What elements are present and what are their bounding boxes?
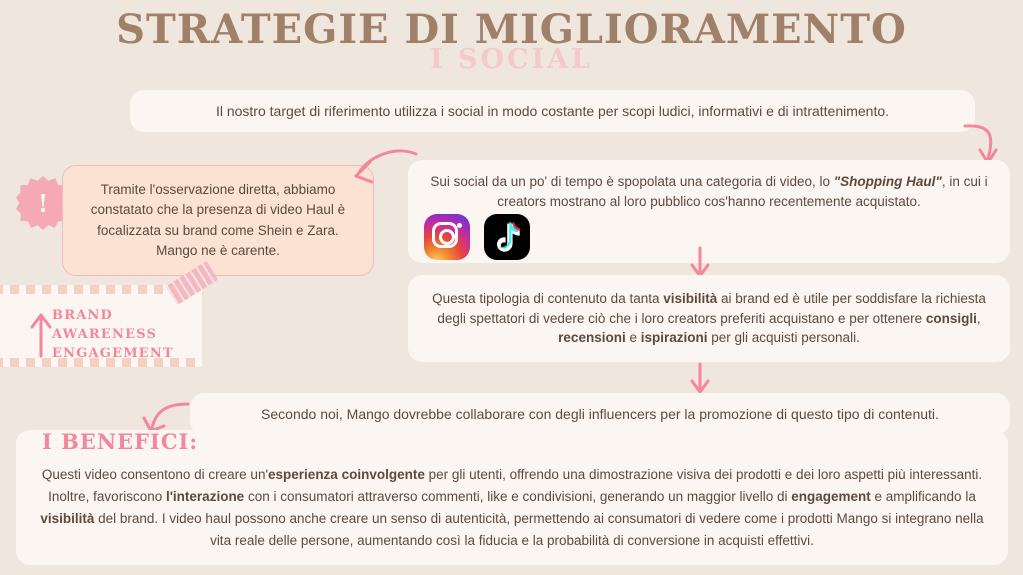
visibility-text-4: e (625, 330, 641, 346)
proposal-text: Secondo noi, Mango dovrebbe collaborare con degli influencers per la promozione di questo tipo di contenuti. (261, 406, 939, 422)
benefits-text-3: con i consumatori attraverso commenti, like e condivisioni, generando un maggior livello di (244, 488, 792, 504)
intro-card (130, 90, 975, 132)
social-icons-row (424, 214, 530, 260)
instagram-lens (439, 229, 455, 245)
visibility-text-2: ai brand ed è utile per soddisfare la richiesta degli spettatori di vedere ciò che i loro creators preferiti acquistano e per ottenere (437, 291, 986, 326)
instagram-dot (457, 223, 462, 228)
brand-awareness-line2: ENGAGEMENT (52, 345, 174, 361)
benefits-text-1: Questi video consentono di creare un' (41, 467, 269, 482)
arrow-down-icon-2 (686, 362, 716, 396)
haul-highlight: "Shopping Haul" (833, 174, 942, 189)
visibility-bold-4: ispirazioni (640, 330, 708, 346)
visibility-text-1: Questa tipologia di contenuto da tanta (432, 291, 664, 306)
tiktok-icon[interactable] (484, 214, 530, 260)
intro-text: Il nostro target di riferimento utilizza i social in modo costante per scopi ludici, informativi e di intrattenimento. (215, 103, 890, 119)
arrow-up-icon (28, 310, 54, 358)
benefits-title: I BENEFICI: (42, 429, 199, 454)
visibility-bold-2: consigli (925, 310, 977, 326)
observation-card (62, 165, 374, 276)
exclamation-icon: ! (37, 188, 49, 218)
benefits-text-4: e amplificando la (870, 488, 976, 504)
visibility-bold-3: recensioni (558, 330, 626, 346)
visibility-bold-1: visibilità (663, 291, 718, 306)
benefits-text-2: per gli utenti, offrendo una dimostrazione visiva dei prodotti e dei loro aspetti più interessanti. Inoltre, favoriscono (48, 467, 983, 504)
proposal-card (190, 393, 1010, 435)
brand-awareness-line1: BRAND AWARENESS (52, 308, 158, 342)
visibility-card (408, 275, 1010, 362)
benefits-text-5: del brand. I video haul possono anche creare un senso di autenticità, permettendo ai consumatori di vedere come i prodotti Mango si integrano nella vita reale delle persone, aumentando così la fiducia e la probabilità di conversione in acquisti effettivi. (94, 510, 984, 548)
instagram-icon[interactable] (424, 214, 470, 260)
observation-text: Tramite l'osservazione diretta, abbiamo constatato che la presenza di video Haul è focalizzata su brand come Shein e Zara. Mango ne è carente. (90, 182, 346, 258)
visibility-text-3: , (976, 310, 981, 326)
benefits-bold-1: esperienza coinvolgente (268, 467, 425, 482)
visibility-text-5: per gli acquisti personali. (707, 330, 860, 346)
benefits-bold-2: l'interazione (165, 488, 245, 504)
brand-awareness-label (52, 307, 202, 364)
benefits-bold-4: visibilità (40, 510, 95, 526)
benefits-bold-3: engagement (791, 488, 871, 504)
haul-text-part2: , in cui i creators mostrano al loro pubblico cos'hanno recentemente acquistato. (497, 174, 988, 209)
haul-text-part1: Sui social da un po' di tempo è spopolata una categoria di video, lo (430, 174, 834, 189)
page-title: STRATEGIE DI MIGLIORAMENTO (116, 6, 907, 53)
page-subtitle: I SOCIAL (429, 44, 594, 75)
